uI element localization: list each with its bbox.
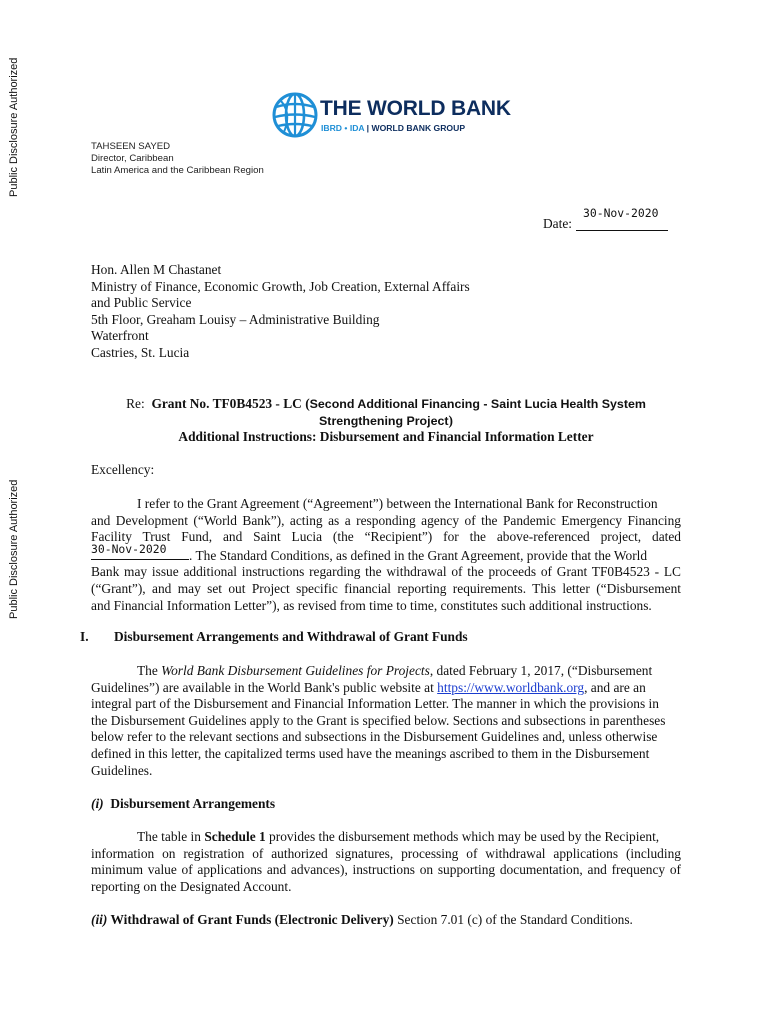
- logo-subline: [321, 123, 465, 133]
- re-block: [91, 396, 681, 446]
- para-line: defined in this letter, the capitalized terms used have the meanings ascribed to them in the Disbursement: [91, 745, 650, 761]
- subsection-rest: Section 7.01 (c) of the Standard Conditions.: [393, 912, 633, 927]
- para-line: minimum value of applications and advances), instructions on supporting documentation, and frequency of: [91, 862, 681, 878]
- addressee-line: and Public Service: [91, 295, 192, 311]
- paragraph-guidelines: [91, 663, 681, 779]
- date-value: 30-Nov-2020: [583, 206, 659, 220]
- para-line: I refer to the Grant Agreement (“Agreement”) between the International Bank for Reconstruction: [137, 496, 658, 511]
- salutation: Excellency:: [91, 462, 155, 477]
- subsection-title: Withdrawal of Grant Funds (Electronic Delivery): [110, 912, 394, 927]
- re-grant: Grant No. TF0B4523 - LC (: [151, 396, 310, 411]
- re-line-1: [91, 396, 681, 413]
- section-number: I.: [80, 629, 89, 644]
- sender-title: Director, Caribbean: [91, 153, 174, 164]
- re-label: Re:: [126, 396, 145, 411]
- para-line: 30-Nov-2020 . The Standard Conditions, as defined in the Grant Agreement, provide that the World: [91, 541, 648, 563]
- date-underline: [576, 230, 668, 231]
- addressee-line: Waterfront: [91, 328, 149, 344]
- addressee-line: Castries, St. Lucia: [91, 344, 190, 360]
- subsection-heading-i: [91, 796, 275, 813]
- logo-ibrd: IBRD: [321, 123, 343, 133]
- world-bank-logo: [272, 92, 512, 140]
- para-line: Guidelines”) are available in the World Bank's public website at https://www.worldbank.org, and are an: [91, 679, 646, 695]
- re-project-cont: Strengthening Project: [319, 413, 449, 428]
- para-line: and Development (“World Bank”), acting as a responding agency of the Pandemic Emergency Financing: [91, 512, 681, 528]
- para-line: the Disbursement Guidelines apply to the Grant is specified below. Sections and subsections in parentheses: [91, 712, 666, 728]
- public-disclosure-label-middle: Public Disclosure Authorized: [8, 479, 20, 619]
- paragraph-schedule: [91, 829, 681, 895]
- addressee-line: 5th Floor, Greaham Louisy – Administrative Building: [91, 311, 380, 327]
- logo-group: WORLD BANK GROUP: [371, 123, 466, 133]
- date-fill-blank: [91, 541, 189, 560]
- para-line: information on registration of authorized signatures, processing of withdrawal applications (including: [91, 845, 681, 861]
- sender-block: [91, 141, 264, 177]
- date-label: Date:: [543, 216, 572, 231]
- guidelines-title: World Bank Disbursement Guidelines for Projects: [161, 663, 430, 678]
- re-line-2: [91, 413, 681, 430]
- logo-separator: |: [364, 123, 372, 133]
- re-project: Second Additional Financing - Saint Lucia Health System: [309, 397, 646, 411]
- section-heading: [80, 629, 680, 646]
- para-line: reporting on the Designated Account.: [91, 878, 292, 894]
- public-disclosure-label-top: Public Disclosure Authorized: [8, 57, 20, 197]
- logo-dot: •: [342, 123, 350, 133]
- date-fill-value: 30-Nov-2020: [91, 541, 167, 556]
- subsection-number: (ii): [91, 912, 108, 927]
- subsection-number: (i): [91, 796, 104, 811]
- para-line: integral part of the Disbursement and Financial Information Letter. The manner in which the provisions in: [91, 696, 659, 712]
- para-line: Guidelines.: [91, 762, 153, 778]
- sender-region: Latin America and the Caribbean Region: [91, 165, 264, 176]
- sender-name: TAHSEEN SAYED: [91, 141, 171, 152]
- para-line: below refer to the relevant sections and subsections in the Disbursement Guidelines and, unless otherwise: [91, 729, 658, 745]
- para-line: and Financial Information Letter”), as revised from time to time, constitutes such additional instructions.: [91, 597, 652, 613]
- paragraph-intro: [91, 496, 681, 614]
- para-line: (“Grant”), and may set out Project specific financial reporting requirements. This letter (“Disbursement: [91, 580, 681, 596]
- date-line: [543, 205, 673, 235]
- subsection-heading-ii: [91, 912, 633, 929]
- para-line: The table in Schedule 1 provides the disbursement methods which may be used by the Recipient,: [137, 829, 660, 844]
- addressee-line: Hon. Allen M Chastanet: [91, 262, 222, 277]
- subsection-title: Disbursement Arrangements: [110, 796, 276, 811]
- addressee-block: [91, 262, 470, 362]
- section-title: Disbursement Arrangements and Withdrawal of Grant Funds: [114, 629, 468, 644]
- schedule-ref: Schedule 1: [204, 829, 266, 844]
- addressee-line: Ministry of Finance, Economic Growth, Job Creation, External Affairs: [91, 278, 470, 294]
- logo-wordmark: THE WORLD BANK: [320, 97, 511, 120]
- re-line-3: Additional Instructions: Disbursement and Financial Information Letter: [178, 429, 594, 445]
- worldbank-link[interactable]: https://www.worldbank.org: [437, 679, 585, 695]
- para-line: The World Bank Disbursement Guidelines for Projects, dated February 1, 2017, (“Disbursement: [137, 663, 653, 678]
- para-line: Bank may issue additional instructions regarding the withdrawal of the proceeds of Grant TF0B4523 - LC: [91, 564, 681, 580]
- re-paren: ): [448, 412, 453, 428]
- para-line: Facility Trust Fund, and Saint Lucia (the “Recipient”) for the above-referenced project, dated: [91, 529, 681, 545]
- world-bank-globe-icon: [272, 92, 318, 138]
- logo-ida: IDA: [349, 123, 365, 133]
